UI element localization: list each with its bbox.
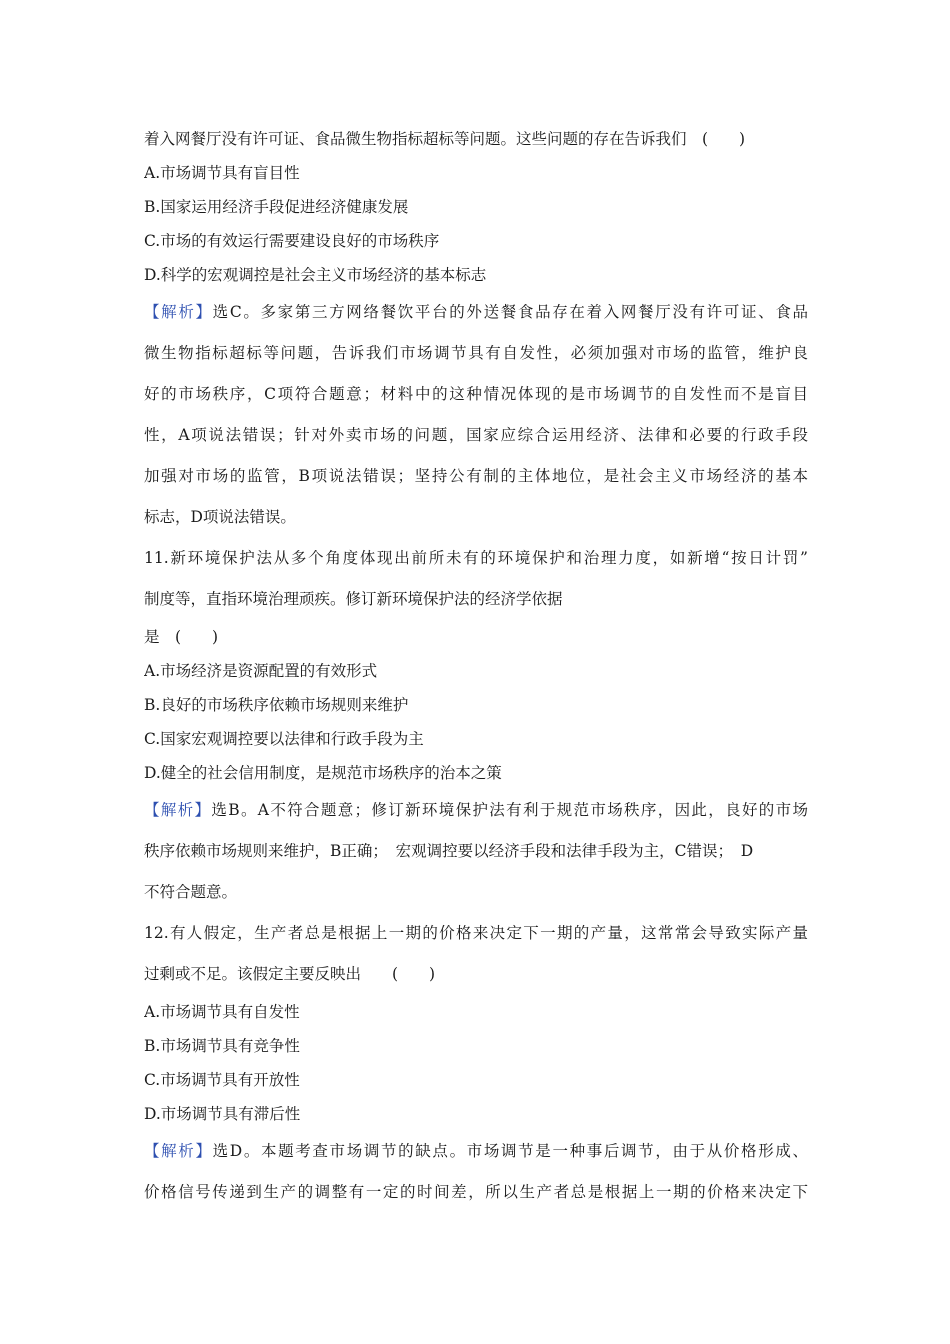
q12-analysis-line: 价格信号传递到生产的调整有一定的时间差，所以生产者总是根据上一期的价格来决定下 xyxy=(144,1183,808,1201)
q11-analysis-line: 秩序依赖市场规则来维护，B正确； 宏观调控要以经济手段和法律手段为主，C错误； D xyxy=(144,842,754,860)
q10-analysis-line: 性，A项说法错误；针对外卖市场的问题，国家应综合运用经济、法律和必要的行政手段 xyxy=(144,426,808,444)
q12-option-c: C.市场调节具有开放性 xyxy=(144,1071,300,1089)
analysis-tag: 【解析】 xyxy=(144,801,212,819)
q12-stem-line: 过剩或不足。该假定主要反映出 ( ) xyxy=(144,965,436,983)
q12-option-b: B.市场调节具有竞争性 xyxy=(144,1037,300,1055)
q12-option-d: D.市场调节具有滞后性 xyxy=(144,1105,301,1123)
q10-stem-tail: 着入网餐厅没有许可证、食品微生物指标超标等问题。这些问题的存在告诉我们 ( ) xyxy=(144,130,746,148)
q10-analysis-line: 好的市场秩序，C项符合题意；材料中的这种情况体现的是市场调节的自发性而不是盲目 xyxy=(144,385,808,403)
q10-analysis-line: 加强对市场的监管，B项说法错误；坚持公有制的主体地位，是社会主义市场经济的基本 xyxy=(144,467,808,485)
q11-analysis-line: 不符合题意。 xyxy=(144,883,238,901)
analysis-tag: 【解析】 xyxy=(144,1142,213,1160)
q11-stem-line: 是 ( ) xyxy=(144,628,219,646)
q11-option-a: A.市场经济是资源配置的有效形式 xyxy=(144,662,378,680)
q12-analysis-line: 【解析】选D。本题考查市场调节的缺点。市场调节是一种事后调节，由于从价格形成、 xyxy=(144,1142,808,1160)
q10-option-d: D.科学的宏观调控是社会主义市场经济的基本标志 xyxy=(144,266,487,284)
q11-stem-line: 11.新环境保护法从多个角度体现出前所未有的环境保护和治理力度，如新增“按日计罚” xyxy=(144,549,808,567)
q10-analysis-line: 微生物指标超标等问题，告诉我们市场调节具有自发性，必须加强对市场的监管，维护良 xyxy=(144,344,808,362)
analysis-tag: 【解析】 xyxy=(144,303,213,321)
q12-option-a: A.市场调节具有自发性 xyxy=(144,1003,300,1021)
page-content xyxy=(144,122,808,1213)
q10-analysis-line: 【解析】选C。多家第三方网络餐饮平台的外送餐食品存在着入网餐厅没有许可证、食品 xyxy=(144,303,808,321)
q11-option-d: D.健全的社会信用制度，是规范市场秩序的治本之策 xyxy=(144,764,502,782)
q11-option-b: B.良好的市场秩序依赖市场规则来维护 xyxy=(144,696,409,714)
q10-option-a: A.市场调节具有盲目性 xyxy=(144,164,300,182)
q12-stem-line: 12.有人假定，生产者总是根据上一期的价格来决定下一期的产量，这常常会导致实际产量 xyxy=(144,924,808,942)
q11-analysis-line: 【解析】选B。A不符合题意；修订新环境保护法有利于规范市场秩序，因此，良好的市场 xyxy=(144,801,808,819)
q10-option-b: B.国家运用经济手段促进经济健康发展 xyxy=(144,198,409,216)
q10-analysis-line: 标志，D项说法错误。 xyxy=(144,508,296,526)
q10-option-c: C.市场的有效运行需要建设良好的市场秩序 xyxy=(144,232,440,250)
q11-option-c: C.国家宏观调控要以法律和行政手段为主 xyxy=(144,730,424,748)
q11-stem-line: 制度等，直指环境治理顽疾。修订新环境保护法的经济学依据 xyxy=(144,590,563,608)
